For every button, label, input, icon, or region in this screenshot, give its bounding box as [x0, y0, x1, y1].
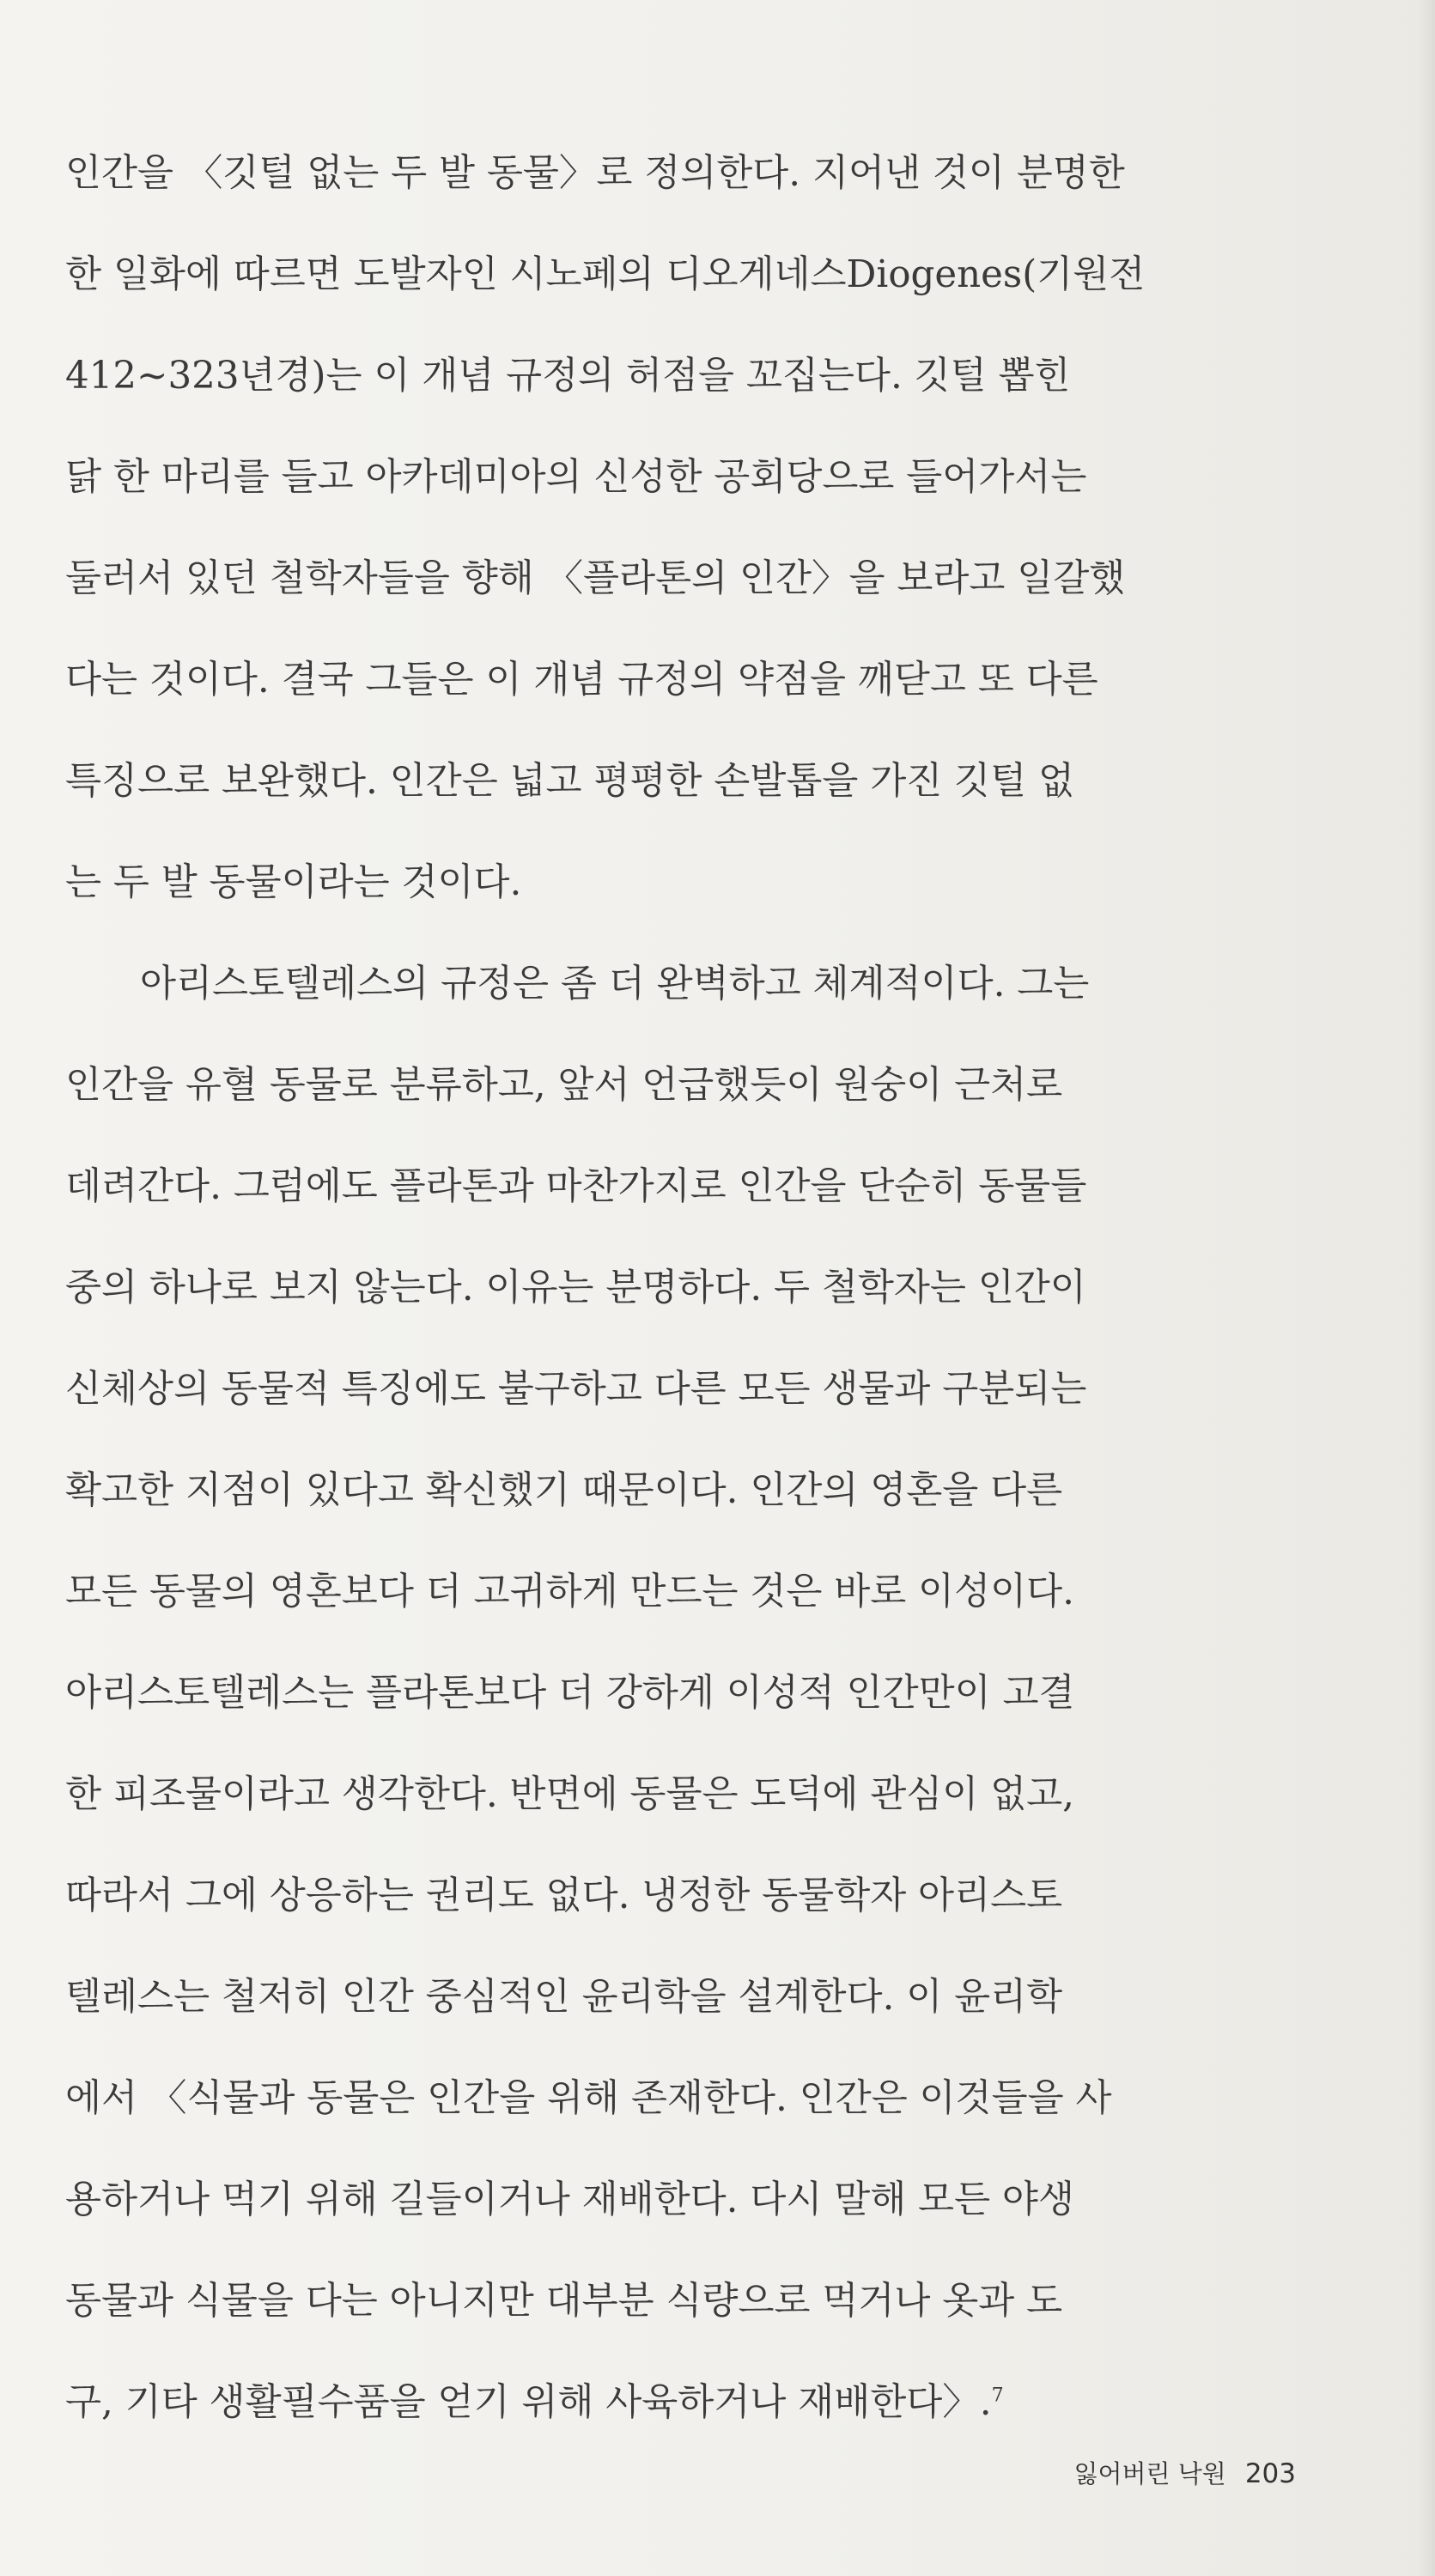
paragraph-2 — [65, 950, 1298, 2470]
text-line: 텔레스는 철저히 인간 중심적인 윤리학을 설계한다. 이 윤리학 — [65, 1976, 1063, 2019]
text-line: 중의 하나로 보지 않는다. 이유는 분명하다. 두 철학자는 인간이 — [65, 1267, 1086, 1309]
body-text — [65, 139, 1298, 2470]
text-line: 인간을 유혈 동물로 분류하고, 앞서 언급했듯이 원숭이 근처로 — [65, 1064, 1063, 1107]
text-line: 신체상의 동물적 특징에도 불구하고 다른 모든 생물과 구분되는 — [65, 1368, 1087, 1411]
text-line: 모든 동물의 영혼보다 더 고귀하게 만드는 것은 바로 이성이다. — [65, 1571, 1074, 1613]
text-line: 따라서 그에 상응하는 권리도 없다. 냉정한 동물학자 아리스토 — [65, 1874, 1063, 1917]
paragraph-1 — [65, 139, 1298, 950]
text-line: 한 일화에 따르면 도발자인 시노페의 디오게네스Diogenes(기원전 — [65, 253, 1146, 296]
text-line: 아리스토텔레스는 플라톤보다 더 강하게 이성적 인간만이 고결 — [65, 1672, 1075, 1715]
text-line: 에서 〈식물과 동물은 인간을 위해 존재한다. 인간은 이것들을 사 — [65, 2077, 1112, 2120]
footnote-reference[interactable]: 7 — [991, 2385, 1004, 2407]
page-footer — [1074, 2455, 1296, 2490]
text-line: 다는 것이다. 결국 그들은 이 개념 규정의 약점을 깨닫고 또 다른 — [65, 659, 1098, 702]
running-head: 잃어버린 낙원 — [1073, 2459, 1226, 2488]
text-line: 는 두 발 동물이라는 것이다. — [65, 861, 522, 904]
text-line: 특징으로 보완했다. 인간은 넓고 평평한 손발톱을 가진 깃털 없 — [65, 760, 1074, 803]
page-number: 203 — [1244, 2458, 1296, 2489]
text-line: 동물과 식물을 다는 아니지만 대부분 식량으로 먹거나 옷과 도 — [65, 2280, 1063, 2323]
final-line-text: 구, 기타 생활필수품을 얻기 위해 사육하거나 재배한다〉. — [65, 2381, 992, 2424]
text-line: 닭 한 마리를 들고 아카데미아의 신성한 공회당으로 들어가서는 — [65, 456, 1087, 499]
text-line: 둘러서 있던 철학자들을 향해 〈플라톤의 인간〉을 보라고 일갈했 — [65, 557, 1126, 600]
page-edge-shadow — [1418, 0, 1435, 2576]
text-line: 한 피조물이라고 생각한다. 반면에 동물은 도덕에 관심이 없고, — [65, 1773, 1074, 1816]
text-line: 인간을 〈깃털 없는 두 발 동물〉로 정의한다. 지어낸 것이 분명한 — [65, 152, 1125, 195]
text-line: 412~323년경)는 이 개념 규정의 허점을 꼬집는다. 깃털 뽑힌 — [65, 355, 1071, 398]
text-line: 용하거나 먹기 위해 길들이거나 재배한다. 다시 말해 모든 야생 — [65, 2178, 1074, 2221]
text-line: 데려간다. 그럼에도 플라톤과 마찬가지로 인간을 단순히 동물들 — [65, 1165, 1087, 1208]
text-line: 아리스토텔레스의 규정은 좀 더 완벽하고 체계적이다. 그는 — [140, 963, 1090, 1005]
text-line: 확고한 지점이 있다고 확신했기 때문이다. 인간의 영혼을 다른 — [65, 1469, 1063, 1512]
